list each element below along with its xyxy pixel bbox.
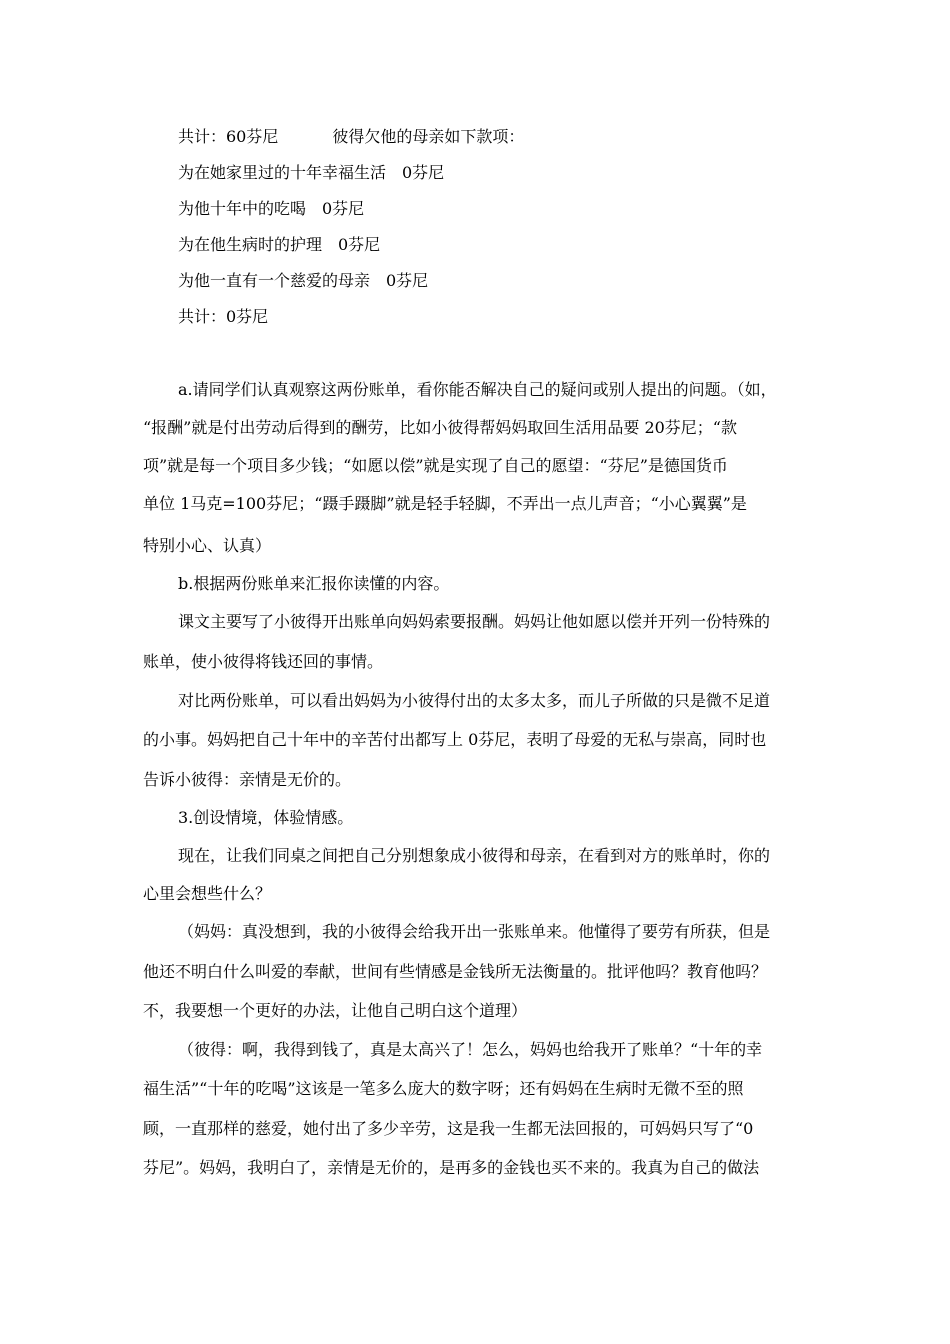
paragraph-line: 课文主要写了小彼得开出账单向妈妈索要报酬。妈妈让他如愿以偿并开列一份特殊的 bbox=[178, 612, 771, 631]
paragraph-line: 芬尼”。妈妈，我明白了，亲情是无价的，是再多的金钱也买不来的。我真为自己的做法 bbox=[143, 1158, 760, 1177]
bill-first-total: 共计：60芬尼 bbox=[178, 127, 279, 146]
paragraph-line: 账单，使小彼得将钱还回的事情。 bbox=[143, 652, 384, 671]
paragraph-line: 对比两份账单，可以看出妈妈为小彼得付出的太多太多，而儿子所做的只是微不足道 bbox=[178, 691, 771, 710]
paragraph-line: a.请同学们认真观察这两份账单，看你能否解决自己的疑问或别人提出的问题。（如， bbox=[178, 380, 777, 399]
paragraph-line: 他还不明白什么叫爱的奉献，世间有些情感是金钱所无法衡量的。批评他吗？教育他吗？ bbox=[143, 962, 768, 981]
paragraph-line: 特别小心、认真） bbox=[143, 536, 272, 555]
paragraph-line: 福生活”“十年的吃喝”这该是一笔多么庞大的数字呀；还有妈妈在生病时无微不至的照 bbox=[143, 1079, 744, 1098]
paragraph-line: 告诉小彼得：亲情是无价的。 bbox=[143, 770, 352, 789]
paragraph-line: 项”就是每一个项目多少钱；“如愿以偿”就是实现了自己的愿望：“芬尼”是德国货币 bbox=[143, 456, 728, 475]
paragraph-line: （彼得：啊，我得到钱了，真是太高兴了！怎么，妈妈也给我开了账单？“十年的幸 bbox=[178, 1040, 763, 1059]
paragraph-line: （妈妈：真没想到，我的小彼得会给我开出一张账单来。他懂得了要劳有所获，但是 bbox=[178, 922, 771, 941]
section-heading: 3.创设情境，体验情感。 bbox=[178, 808, 354, 827]
bill-item: 为在她家里过的十年幸福生活 0芬尼 bbox=[178, 163, 445, 182]
paragraph-line: 顾，一直那样的慈爱，她付出了多少辛劳，这是我一生都无法回报的，可妈妈只写了“0 bbox=[143, 1119, 754, 1138]
bill-heading: 彼得欠他的母亲如下款项： bbox=[332, 127, 525, 146]
bill-total-line bbox=[178, 127, 524, 147]
paragraph-line: 心里会想些什么？ bbox=[143, 884, 272, 903]
bill-item: 为在他生病时的护理 0芬尼 bbox=[178, 235, 381, 254]
paragraph-line: b.根据两份账单来汇报你读懂的内容。 bbox=[178, 574, 450, 593]
paragraph-line: 不，我要想一个更好的办法，让他自己明白这个道理） bbox=[143, 1001, 528, 1020]
bill-item: 为他十年中的吃喝 0芬尼 bbox=[178, 199, 365, 218]
bill-total: 共计：0芬尼 bbox=[178, 307, 269, 326]
paragraph-line: 单位 1马克=100芬尼；“蹑手蹑脚”就是轻手轻脚，不弄出一点儿声音；“小心翼翼”是 bbox=[143, 494, 747, 513]
paragraph-line: 的小事。妈妈把自己十年中的辛苦付出都写上 0芬尼，表明了母爱的无私与崇高，同时也 bbox=[143, 730, 767, 749]
paragraph-line: 现在，让我们同桌之间把自己分别想象成小彼得和母亲，在看到对方的账单时，你的 bbox=[178, 846, 771, 865]
paragraph-line: “报酬”就是付出劳动后得到的酬劳，比如小彼得帮妈妈取回生活用品要 20芬尼；“款 bbox=[143, 418, 737, 437]
bill-item: 为他一直有一个慈爱的母亲 0芬尼 bbox=[178, 271, 429, 290]
